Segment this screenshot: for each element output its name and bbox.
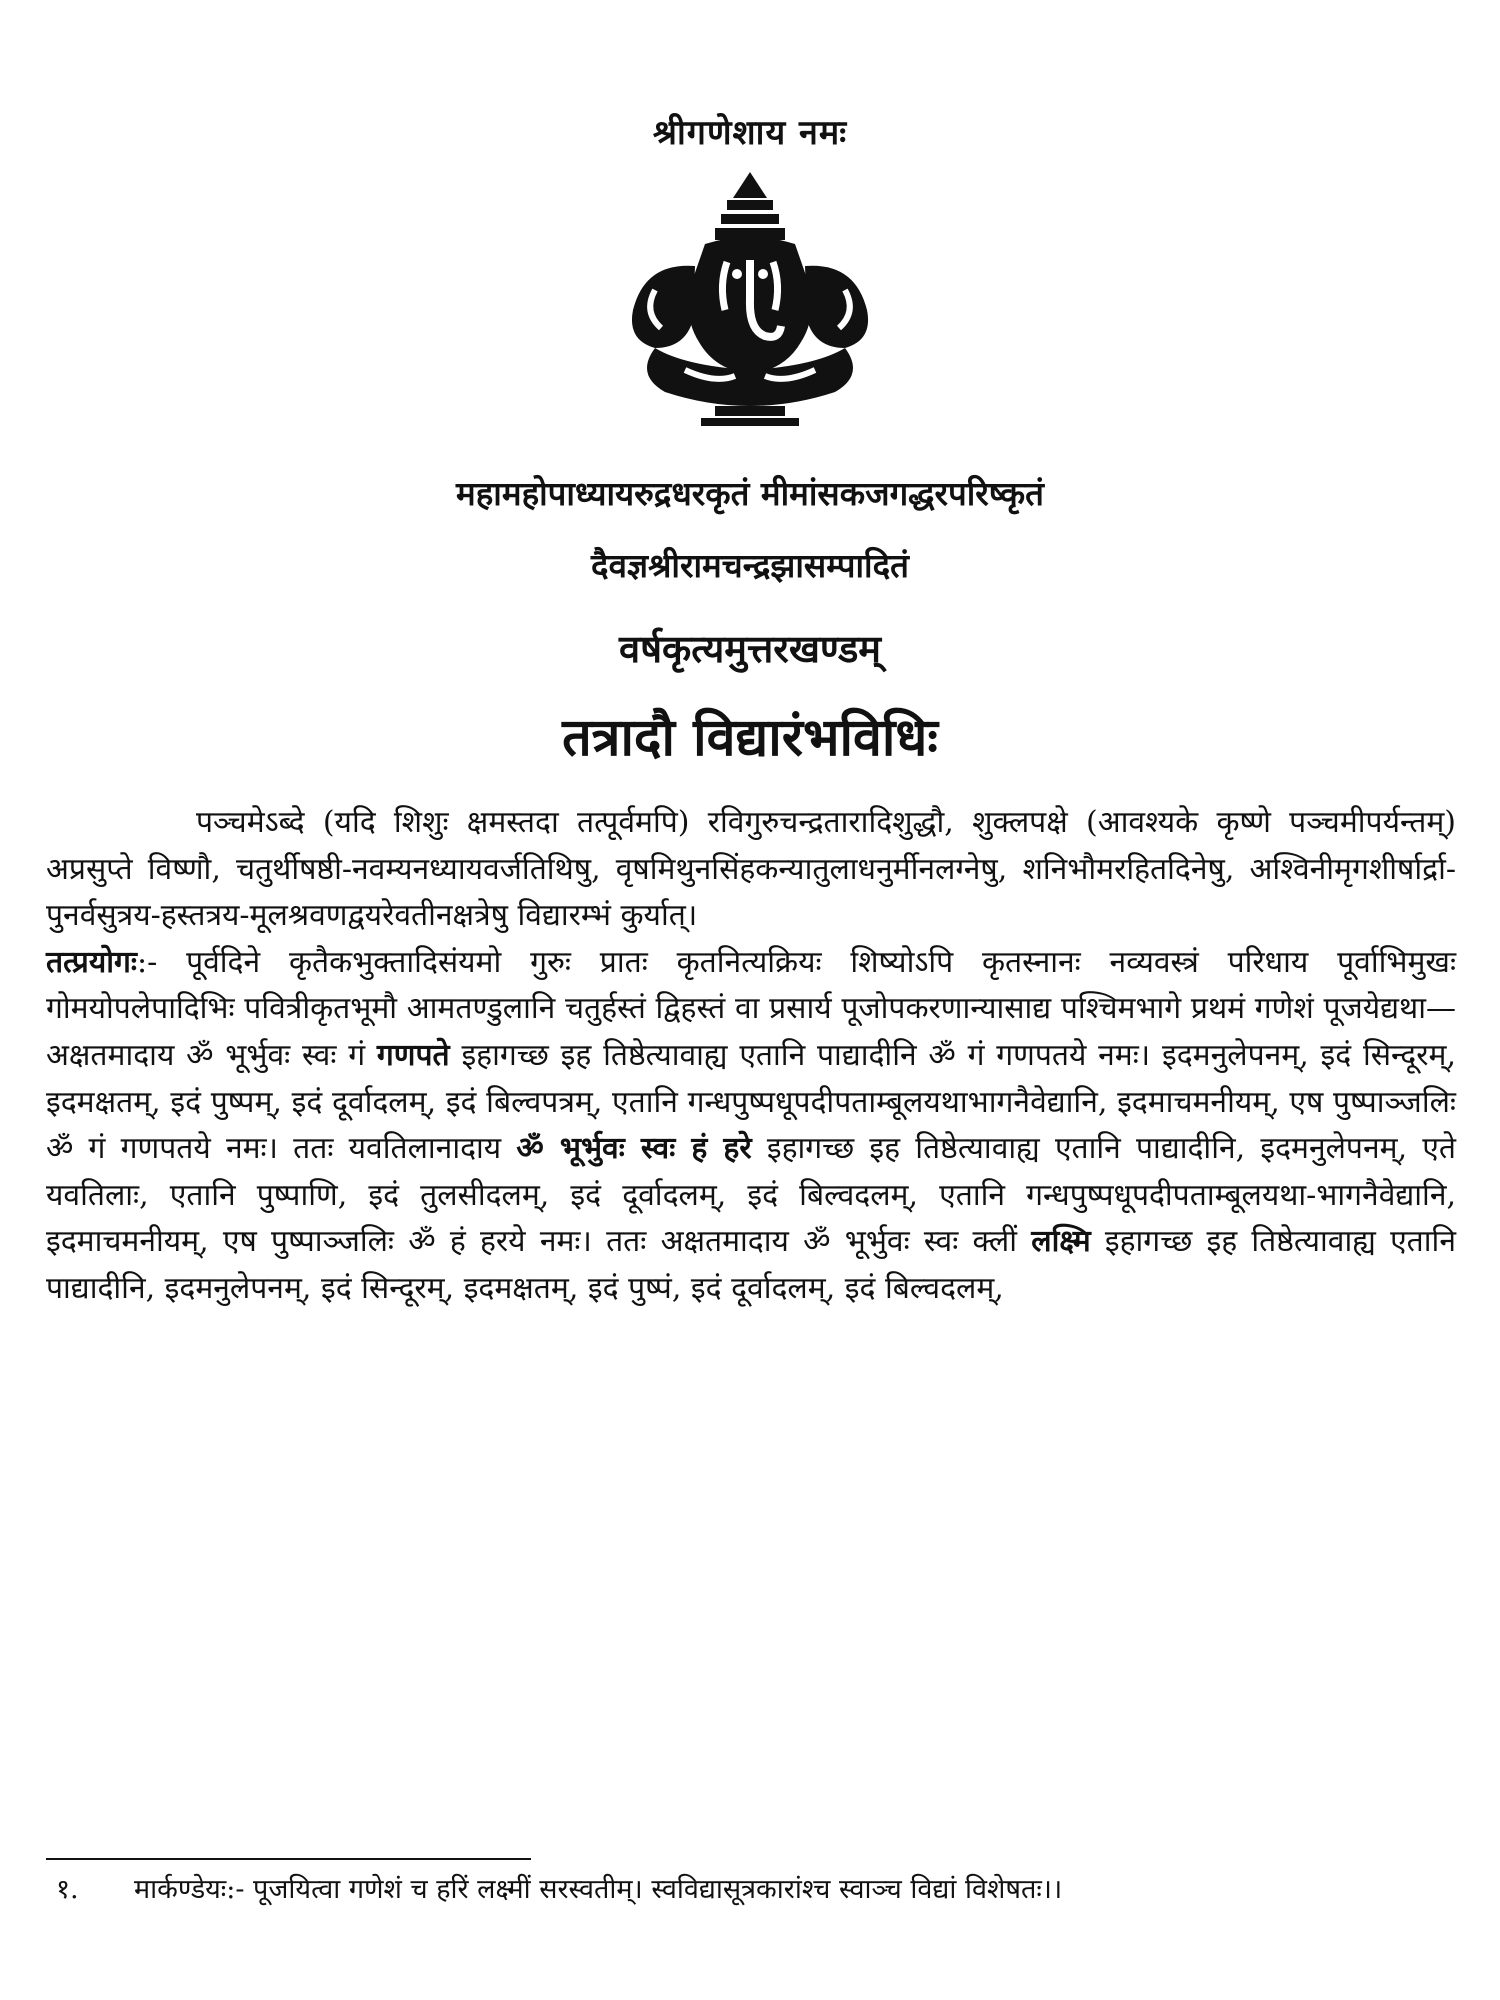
invocation-line: श्रीगणेशाय नमः xyxy=(652,113,848,153)
paragraph-2-label: तत्प्रयोगः xyxy=(46,944,137,980)
chapter-title: तत्रादौ विद्यारंभविधिः xyxy=(562,707,938,768)
paragraph-2-text-a: :- पूर्वदिने कृतैकभुक्तादिसंयमो गुरुः प्रातः कृतनित्यक्रियः शिष्योऽपि कृतस्नानः नव्यवस्त्रं परिधाय पूर्वाभिमुखः गोमयोपलेपादिभिः पवित्रीकृतभूमौ आमतण्डुलानि चतुर्हस्तं द्विहस्तं वा प्रसार्य पूजोपकरणान्यासाद्य पश्चिमभागे प्रथमं गणेशं पूजयेद्यथा— अक्षतमादाय ॐ भूर्भुवः स्वः गं xyxy=(46,944,1456,1073)
main-text xyxy=(46,800,1456,1313)
ganesha-emblem-icon xyxy=(615,170,885,430)
paragraph-1: पञ्चमेऽब्दे (यदि शिशुः क्षमस्तदा तत्पूर्वमपि) रविगुरुचन्द्रतारादिशुद्धौ, शुक्लपक्षे (आवश्यके कृष्णे पञ्चमीपर्यन्तम्) अप्रसुप्ते विष्णौ, चतुर्थीषष्ठी-नवम्यनध्यायवर्जतिथिषु, वृषमिथुनसिंहकन्यातुलाधनुर्मीनलग्नेषु, शनिभौमरहितदिनेषु, अश्विनीमृगशीर्षार्द्रा-पुनर्वसुत्रय-हस्तत्रय-मूलश्रवणद्वयरेवतीनक्षत्रेषु विद्यारम्भं कुर्यात्। xyxy=(46,805,1456,934)
paragraph-2 xyxy=(46,940,1456,1313)
author-line: महामहोपाध्यायरुद्रधरकृतं मीमांसकजगद्धरपरिष्कृतं xyxy=(456,474,1044,513)
paragraph-2-text-d: इहागच्छ इह तिष्ठेत्यावाह्य एतानि पाद्यादीनि, इदमनुलेपनम्, एते यवतिलाः, एतानि पुष्पाणि, इदं तुलसीदलम्, इदं दूर्वादलम्, इदं बिल्वदलम्, एतानि गन्धपुष्पधूपदीपताम्बूलयथा-भागनैवेद्यानि, इदमाचमनीयम्, एष पुष्पाञ्जलिः ॐ हं हरये नमः। ततः अक्षतमादाय ॐ भूर्भुवः स्वः क्लीं xyxy=(46,1131,1456,1260)
footnote-divider xyxy=(46,1858,531,1860)
paragraph-2-emphasis-1: गणपते xyxy=(376,1037,450,1073)
paragraph-2-text-e: इहागच्छ इह तिष्ठेत्यावाह्य एतानि पाद्यादीनि, इदमनुलेपनम्, इदं सिन्दूरम्, इदमक्षतम्, इदं पुष्पं, इदं दूर्वादलम्, इदं बिल्वदलम्, xyxy=(46,1224,1456,1306)
editor-line: दैवज्ञश्रीरामचन्द्रझासम्पादितं xyxy=(591,546,909,585)
paragraph-2-text-c: इहागच्छ इह तिष्ठेत्यावाह्य एतानि पाद्यादीनि ॐ गं गणपतये नमः। इदमनुलेपनम्, इदं सिन्दूरम्, इदमक्षतम्, इदं पुष्पम्, इदं दूर्वादलम्, इदं बिल्वपत्रम्, एतानि गन्धपुष्पधूपदीपताम्बूलयथाभागनैवेद्यानि, इदमाचमनीयम्, एष पुष्पाञ्जलिः ॐ गं गणपतये नमः। ततः यवतिलानादाय xyxy=(46,1037,1456,1167)
paragraph-2-emphasis-3: लक्ष्मि xyxy=(1031,1224,1091,1260)
footnote-text: मार्कण्डेयः:- पूजयित्वा गणेशं च हरिं लक्ष्मीं सरस्वतीम्। स्वविद्यासूत्रकारांश्च स्वाञ्च विद्यां विशेषतः।। xyxy=(134,1874,1063,1905)
footnote-marker: १. xyxy=(56,1874,79,1905)
work-title: वर्षकृत्यमुत्तरखण्डम् xyxy=(618,626,882,671)
paragraph-2-emphasis-2: ॐ भूर्भुवः स्वः हं हरे xyxy=(516,1131,752,1167)
footnote xyxy=(46,1870,1456,1910)
